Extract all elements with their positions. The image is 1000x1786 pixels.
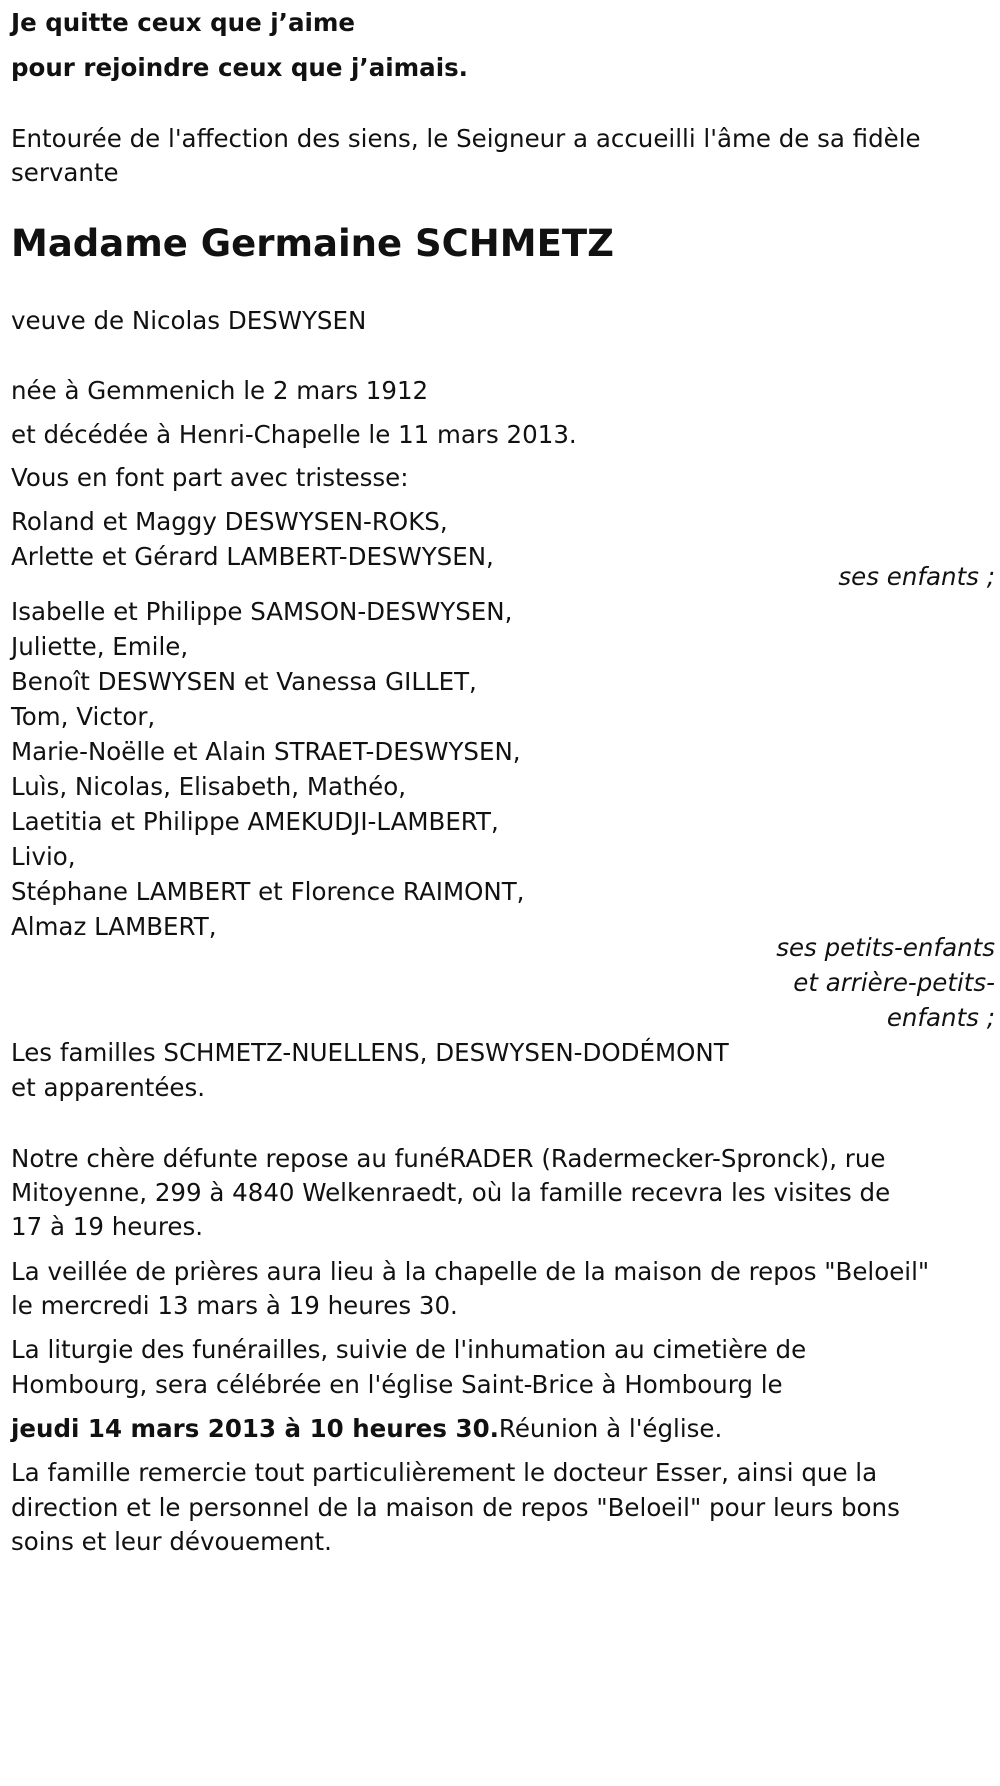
grandchild-name: Almaz LAMBERT, [11, 912, 217, 941]
visitation-line-1: Notre chère défunte repose au funéRADER (Radermecker-Spronck), rue [11, 1144, 886, 1173]
grandchildren-role-line-1: ses petits-enfants [776, 933, 995, 962]
child-name: Roland et Maggy DESWYSEN-ROKS, [11, 507, 448, 536]
grandchild-name: Benoît DESWYSEN et Vanessa GILLET, [11, 667, 477, 696]
birth-line: née à Gemmenich le 2 mars 1912 [11, 376, 429, 405]
grandchild-name: Livio, [11, 842, 76, 871]
visitation-line-3: 17 à 19 heures. [11, 1212, 204, 1241]
quote-line-2: pour rejoindre ceux que j’aimais. [11, 53, 468, 82]
announcement: Vous en font part avec tristesse: [11, 463, 409, 492]
meeting-place: Réunion à l'église. [498, 1414, 723, 1443]
grandchild-name: Stéphane LAMBERT et Florence RAIMONT, [11, 877, 525, 906]
funeral-date-line [11, 1414, 722, 1443]
intro-line-2: servante [11, 158, 119, 187]
vigil-line-1: La veillée de prières aura lieu à la chapelle de la maison de repos "Beloeil" [11, 1257, 930, 1286]
intro-line-1: Entourée de l'affection des siens, le Seigneur a accueilli l'âme de sa fidèle [11, 124, 921, 153]
funeral-line-1: La liturgie des funérailles, suivie de l'inhumation au cimetière de [11, 1335, 807, 1364]
grandchild-name: Laetitia et Philippe AMEKUDJI-LAMBERT, [11, 807, 499, 836]
grandchild-name: Luìs, Nicolas, Elisabeth, Mathéo, [11, 772, 406, 801]
vigil-line-2: le mercredi 13 mars à 19 heures 30. [11, 1291, 458, 1320]
grandchildren-role-line-3: enfants ; [886, 1003, 995, 1032]
deceased-name: Madame Germaine SCHMETZ [11, 222, 614, 265]
grandchild-name: Tom, Victor, [11, 702, 156, 731]
thanks-line-2: direction et le personnel de la maison de repos "Beloeil" pour leurs bons [11, 1493, 900, 1522]
families-line-2: et apparentées. [11, 1073, 206, 1102]
widow-of: veuve de Nicolas DESWYSEN [11, 306, 367, 335]
families-line-1: Les familles SCHMETZ-NUELLENS, DESWYSEN-DODÉMONT [11, 1038, 729, 1067]
death-line: et décédée à Henri-Chapelle le 11 mars 2013. [11, 420, 577, 449]
thanks-line-3: soins et leur dévouement. [11, 1527, 332, 1556]
quote-line-1: Je quitte ceux que j’aime [11, 8, 356, 37]
children-role: ses enfants ; [838, 562, 995, 591]
grandchild-name: Marie-Noëlle et Alain STRAET-DESWYSEN, [11, 737, 521, 766]
visitation-line-2: Mitoyenne, 299 à 4840 Welkenraedt, où la famille recevra les visites de [11, 1178, 891, 1207]
funeral-line-2: Hombourg, sera célébrée en l'église Saint-Brice à Hombourg le [11, 1370, 783, 1399]
thanks-line-1: La famille remercie tout particulièrement le docteur Esser, ainsi que la [11, 1458, 878, 1487]
grandchild-name: Juliette, Emile, [11, 632, 189, 661]
funeral-date: jeudi 14 mars 2013 à 10 heures 30. [11, 1414, 499, 1443]
child-name: Arlette et Gérard LAMBERT-DESWYSEN, [11, 542, 494, 571]
grandchild-name: Isabelle et Philippe SAMSON-DESWYSEN, [11, 597, 513, 626]
grandchildren-role-line-2: et arrière-petits- [793, 968, 995, 997]
